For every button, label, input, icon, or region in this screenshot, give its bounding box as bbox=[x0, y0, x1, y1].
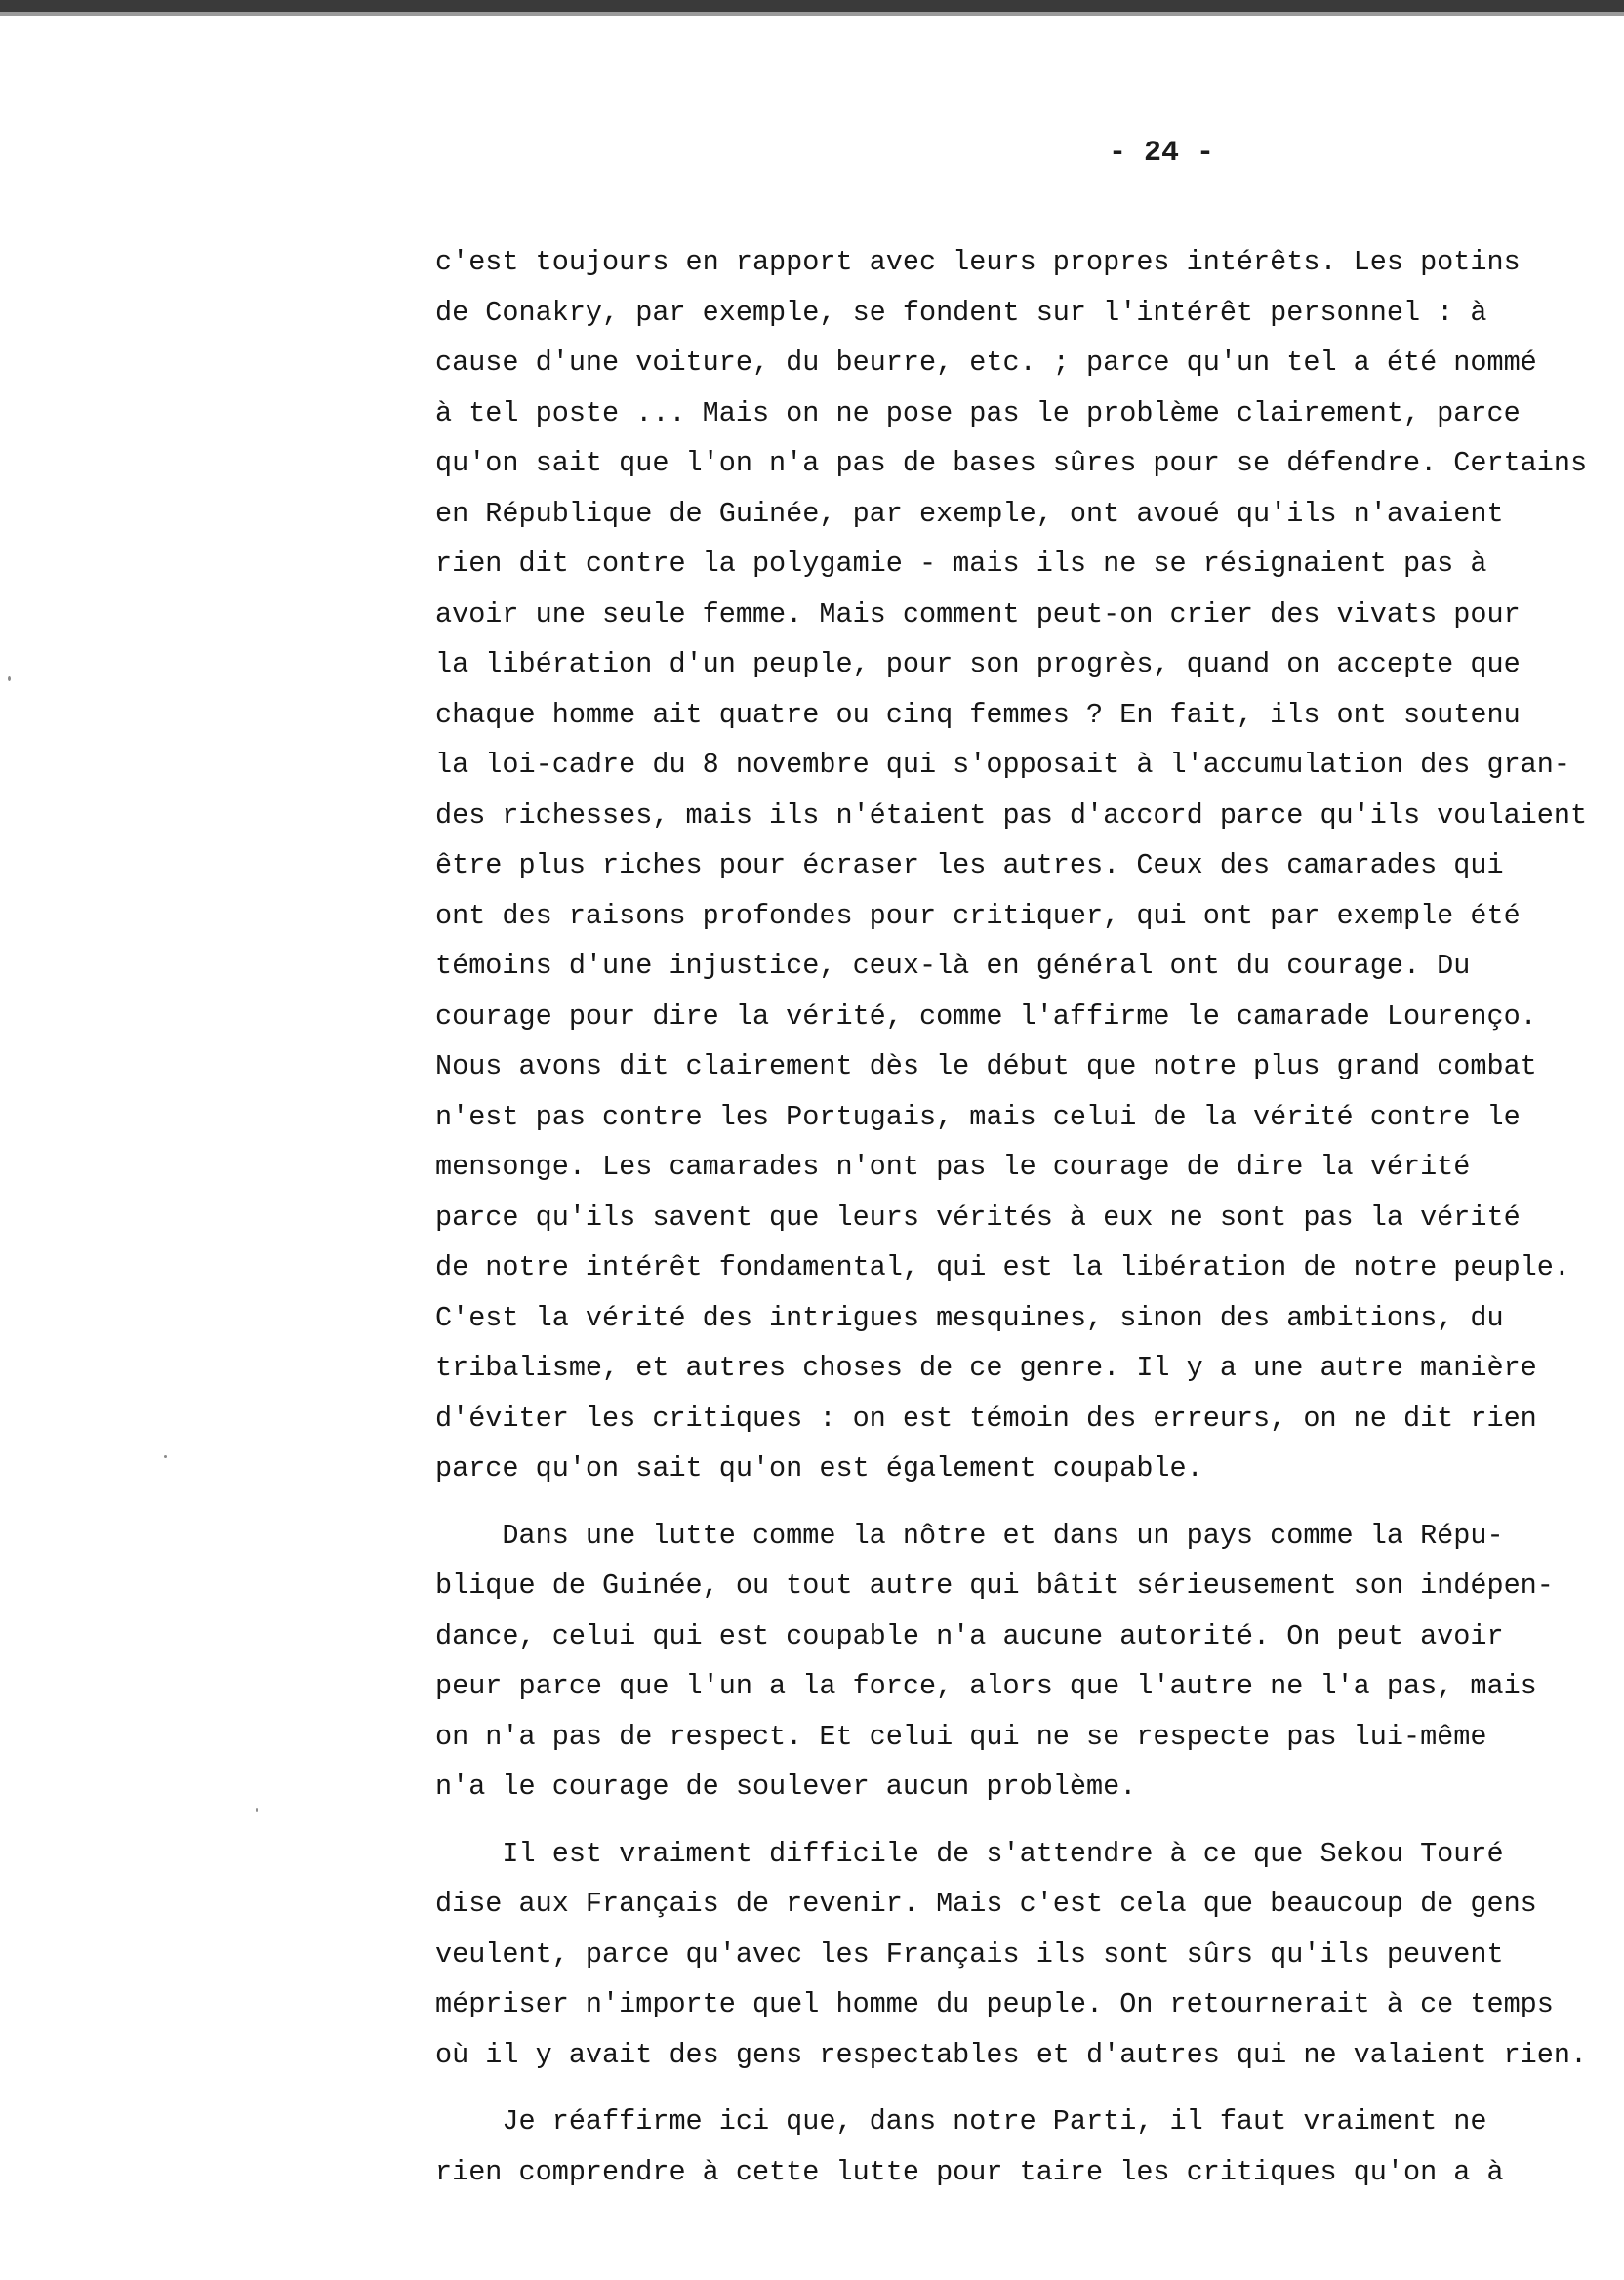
text-line: c'est toujours en rapport avec leurs propres intérêts. Les potins bbox=[435, 246, 1521, 278]
paragraph bbox=[435, 2097, 1618, 2197]
text-line: mépriser n'importe quel homme du peuple. On retournerait à ce temps bbox=[435, 1988, 1554, 2020]
document-body bbox=[435, 237, 1618, 2197]
text-line: témoins d'une injustice, ceux-là en général ont du courage. Du bbox=[435, 950, 1471, 982]
text-line: courage pour dire la vérité, comme l'affirme le camarade Lourenço. bbox=[435, 999, 1537, 1033]
scan-speck bbox=[164, 1455, 167, 1458]
text-line: Il est vraiment difficile de s'attendre à ce que Sekou Touré bbox=[435, 1837, 1504, 1870]
text-line: rien comprendre à cette lutte pour taire les critiques qu'on a à bbox=[435, 2155, 1504, 2188]
scan-speck bbox=[256, 1808, 258, 1812]
paragraph-spacer bbox=[435, 1494, 1618, 1511]
text-line: de notre intérêt fondamental, qui est la libération de notre peuple. bbox=[435, 1251, 1570, 1283]
text-line: peur parce que l'un a la force, alors que l'autre ne l'a pas, mais bbox=[435, 1670, 1537, 1702]
text-line: on n'a pas de respect. Et celui qui ne se respecte pas lui-même bbox=[435, 1720, 1487, 1753]
text-line: veulent, parce qu'avec les Français ils sont sûrs qu'ils peuvent bbox=[435, 1937, 1504, 1971]
text-line: n'a le courage de soulever aucun problème. bbox=[435, 1771, 1137, 1803]
paragraph bbox=[435, 1511, 1618, 1812]
text-line: cause d'une voiture, du beurre, etc. ; parce qu'un tel a été nommé bbox=[435, 346, 1537, 379]
text-line: des richesses, mais ils n'étaient pas d'accord parce qu'ils voulaient bbox=[435, 798, 1588, 832]
text-line: qu'on sait que l'on n'a pas de bases sûres pour se défendre. Certains bbox=[435, 447, 1588, 479]
text-line: être plus riches pour écraser les autres. Ceux des camarades qui bbox=[435, 849, 1504, 881]
text-line: d'éviter les critiques : on est témoin des erreurs, on ne dit rien bbox=[435, 1402, 1537, 1435]
text-line: Nous avons dit clairement dès le début que notre plus grand combat bbox=[435, 1050, 1537, 1082]
text-line: chaque homme ait quatre ou cinq femmes ? En fait, ils ont soutenu bbox=[435, 698, 1521, 731]
page-top-border-shadow bbox=[0, 12, 1624, 16]
text-line: dise aux Français de revenir. Mais c'est cela que beaucoup de gens bbox=[435, 1888, 1537, 1920]
text-line: Dans une lutte comme la nôtre et dans un pays comme la Répu- bbox=[435, 1519, 1504, 1552]
paragraph bbox=[435, 237, 1618, 1494]
text-line: mensonge. Les camarades n'ont pas le courage de dire la vérité bbox=[435, 1151, 1471, 1183]
text-line: parce qu'ils savent que leurs vérités à eux ne sont pas la vérité bbox=[435, 1201, 1521, 1234]
text-line: de Conakry, par exemple, se fondent sur l'intérêt personnel : à bbox=[435, 296, 1487, 329]
text-line: en République de Guinée, par exemple, ont avoué qu'ils n'avaient bbox=[435, 497, 1504, 530]
scan-speck bbox=[8, 676, 11, 681]
paragraph-spacer bbox=[435, 1812, 1618, 1829]
text-line: blique de Guinée, ou tout autre qui bâtit sérieusement son indépen- bbox=[435, 1569, 1554, 1602]
text-line: ont des raisons profondes pour critiquer, qui ont par exemple été bbox=[435, 899, 1521, 932]
text-line: parce qu'on sait qu'on est également coupable. bbox=[435, 1452, 1203, 1485]
text-line: Je réaffirme ici que, dans notre Parti, il faut vraiment ne bbox=[435, 2105, 1487, 2138]
text-line: la libération d'un peuple, pour son progrès, quand on accepte que bbox=[435, 648, 1521, 680]
text-line: n'est pas contre les Portugais, mais celui de la vérité contre le bbox=[435, 1100, 1521, 1133]
text-line: où il y avait des gens respectables et d'autres qui ne valaient rien. bbox=[435, 2038, 1588, 2071]
paragraph bbox=[435, 1829, 1618, 2081]
page-top-border bbox=[0, 0, 1624, 12]
text-line: C'est la vérité des intrigues mesquines, sinon des ambitions, du bbox=[435, 1301, 1504, 1334]
text-line: à tel poste ... Mais on ne pose pas le problème clairement, parce bbox=[435, 396, 1521, 429]
text-line: rien dit contre la polygamie - mais ils ne se résignaient pas à bbox=[435, 548, 1487, 580]
text-line: dance, celui qui est coupable n'a aucune autorité. On peut avoir bbox=[435, 1619, 1504, 1652]
text-line: la loi-cadre du 8 novembre qui s'opposait à l'accumulation des gran- bbox=[435, 749, 1570, 781]
text-line: avoir une seule femme. Mais comment peut-on crier des vivats pour bbox=[435, 597, 1521, 631]
text-line: tribalisme, et autres choses de ce genre. Il y a une autre manière bbox=[435, 1352, 1537, 1384]
paragraph-spacer bbox=[435, 2080, 1618, 2097]
page-number: - 24 - bbox=[1108, 137, 1215, 170]
